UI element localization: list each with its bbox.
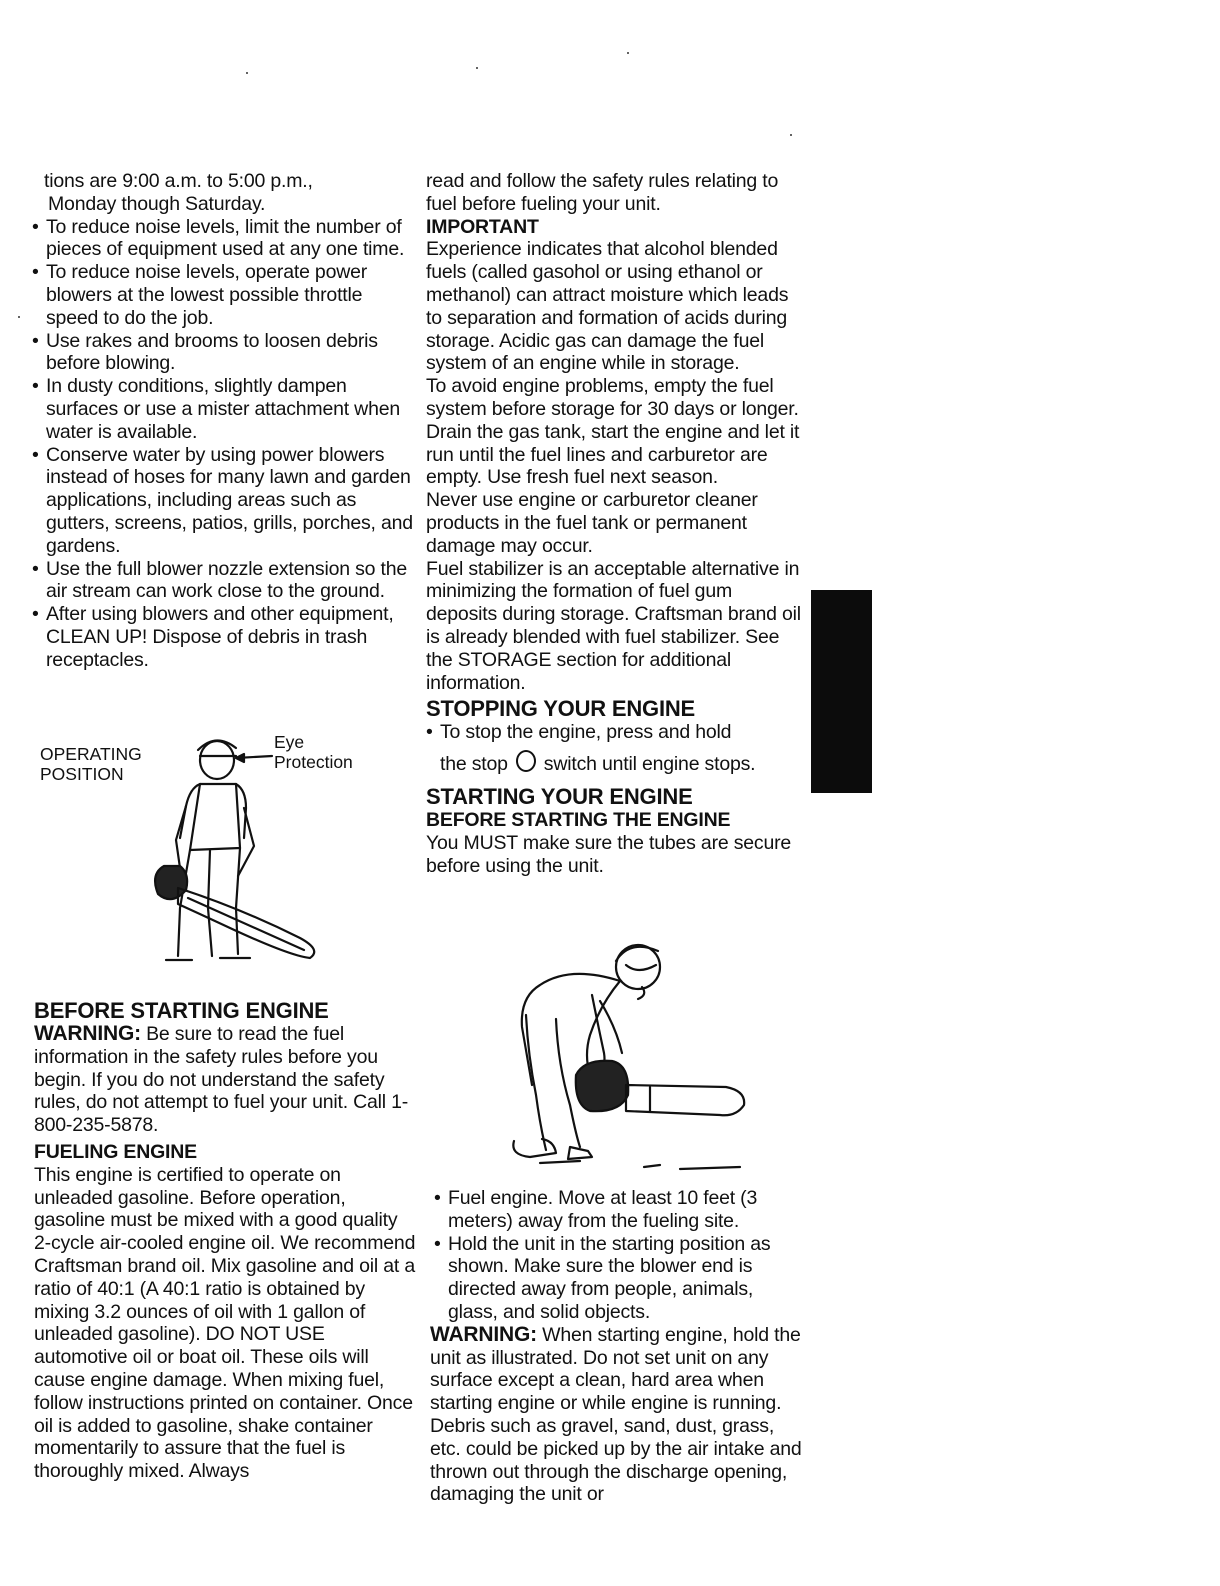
scan-speck [246, 72, 248, 74]
scan-speck [476, 67, 478, 69]
list-item: • Hold the unit in the starting position as shown. Make sure the blower end is directed away from people, animals, glass, and solid objects. [434, 1233, 806, 1324]
list-item: • Fuel engine. Move at least 10 feet (3 meters) away from the fueling site. [434, 1187, 806, 1233]
important-para: Never use engine or carburetor cleaner products in the fuel tank or permanent damage may occur. [426, 489, 758, 557]
warning-text: When starting engine, hold the unit as illustrated. Do not set unit on any surface except a clean, hard area when starting engine or while engine is running. Debris such as gravel, sand, dust, grass, etc. could be picked up by the air intake and thrown out through the discharge opening, damaging the unit or [430, 1323, 802, 1506]
section-tab-marker [811, 590, 872, 793]
before-starting-heading: BEFORE STARTING ENGINE [34, 998, 329, 1023]
before-starting-engine-subheading: BEFORE STARTING THE ENGINE [426, 809, 731, 832]
cap-shape [616, 947, 658, 961]
intro-line-2: Monday though Saturday. [48, 192, 266, 215]
scan-speck [790, 134, 792, 136]
important-para: To avoid engine problems, empty the fuel system before storage for 30 days or longer. Drain the gas tank, start the engine and let it run until the fuel lines and carburetor are empty. Use fresh fuel next season. [426, 375, 800, 489]
noise-tips-list [32, 216, 416, 672]
starting-position-figure [480, 935, 780, 1175]
stop-switch-icon [516, 750, 536, 772]
fuel-safety-intro: read and follow the safety rules relating to fuel before fueling your unit. [426, 170, 779, 215]
list-item [426, 721, 806, 778]
list-item: • After using blowers and other equipment, CLEAN UP! Dispose of debris in trash receptacles. [32, 603, 416, 671]
figure-label-line: POSITION [40, 764, 124, 784]
list-item: • Use rakes and brooms to loosen debris before blowing. [32, 330, 416, 376]
eye-protection-callout [274, 732, 353, 772]
left-column [44, 170, 416, 672]
starting-illustration [480, 935, 780, 1175]
stopping-heading: STOPPING YOUR ENGINE [426, 696, 696, 722]
warning-label: WARNING: [34, 1022, 141, 1045]
list-item: • To reduce noise levels, operate power blowers at the lowest possible throttle speed to do the job. [32, 261, 416, 329]
scan-speck [18, 316, 20, 318]
stopping-list [426, 721, 806, 778]
head-shape [200, 741, 234, 779]
starting-steps-list [434, 1187, 806, 1324]
right-column [426, 170, 806, 878]
important-para: Experience indicates that alcohol blended fuels (called gasohol or using ethanol or methanol) can attract moisture which leads to separation and formation of acids during storage. Acidic gas can damage the fuel system of an engine while in storage. [426, 238, 789, 375]
operating-position-figure [40, 728, 380, 973]
warning-text: Be sure to read the fuel information in the safety rules before you begin. If you do not understand the safety rules, do not attempt to fuel your unit. Call 1-800-235-5878. [34, 1023, 409, 1137]
figure-label-line: OPERATING [40, 744, 142, 764]
arrow-head-icon [236, 754, 244, 762]
important-heading: IMPORTANT [426, 215, 539, 238]
warning-label: WARNING: [430, 1322, 537, 1346]
callout-line: Protection [274, 752, 353, 772]
goggles-shape [626, 965, 656, 970]
stop-line-post: switch until engine stops. [543, 752, 756, 775]
list-item: • Conserve water by using power blowers instead of hoses for many lawn and garden applications, including areas such as gutters, screens, patios, grills, porches, and gardens. [32, 444, 416, 558]
list-item: • Use the full blower nozzle extension so the air stream can work close to the ground. [32, 558, 416, 604]
callout-line: Eye [274, 732, 305, 752]
intro-line-1: tions are 9:00 a.m. to 5:00 p.m., [44, 170, 313, 192]
fueling-text: This engine is certified to operate on unleaded gasoline. Before operation, gasoline must be mixed with a good quality 2-cycle air-cooled engine oil. We recommend Craftsman brand oil. Mix gasoline and oil at a ratio of 40:1 (A 40:1 ratio is obtained by mixing 3.2 ounces of oil with 1 gallon of unleaded gasoline). DO NOT USE automotive oil or boat oil. These oils will cause engine damage. When mixing fuel, follow instructions printed on container. Once oil is added to gasoline, shake container momentarily to assure that the fuel is thoroughly mixed. Always [34, 1163, 416, 1483]
fueling-heading: FUELING ENGINE [34, 1140, 197, 1163]
list-item: • In dusty conditions, slightly dampen surfaces or use a mister attachment when water is available. [32, 375, 416, 443]
starting-steps-section [430, 1187, 806, 1506]
list-item: • To reduce noise levels, limit the number of pieces of equipment used at any one time. [32, 216, 416, 262]
starting-heading: STARTING YOUR ENGINE [426, 784, 693, 810]
stop-line-1: To stop the engine, press and hold [440, 721, 732, 744]
tubes-secure-text: You MUST make sure the tubes are secure before using the unit. [426, 831, 792, 877]
scan-speck [627, 52, 629, 54]
important-para: Fuel stabilizer is an acceptable alternative in minimizing the formation of fuel gum deposits during storage. Craftsman brand oil is already blended with fuel stabilizer. See the STORAGE section for additional information. [426, 557, 801, 694]
before-starting-section [34, 998, 416, 1483]
stop-line-pre: the stop [440, 752, 508, 775]
operating-position-label [40, 744, 142, 784]
